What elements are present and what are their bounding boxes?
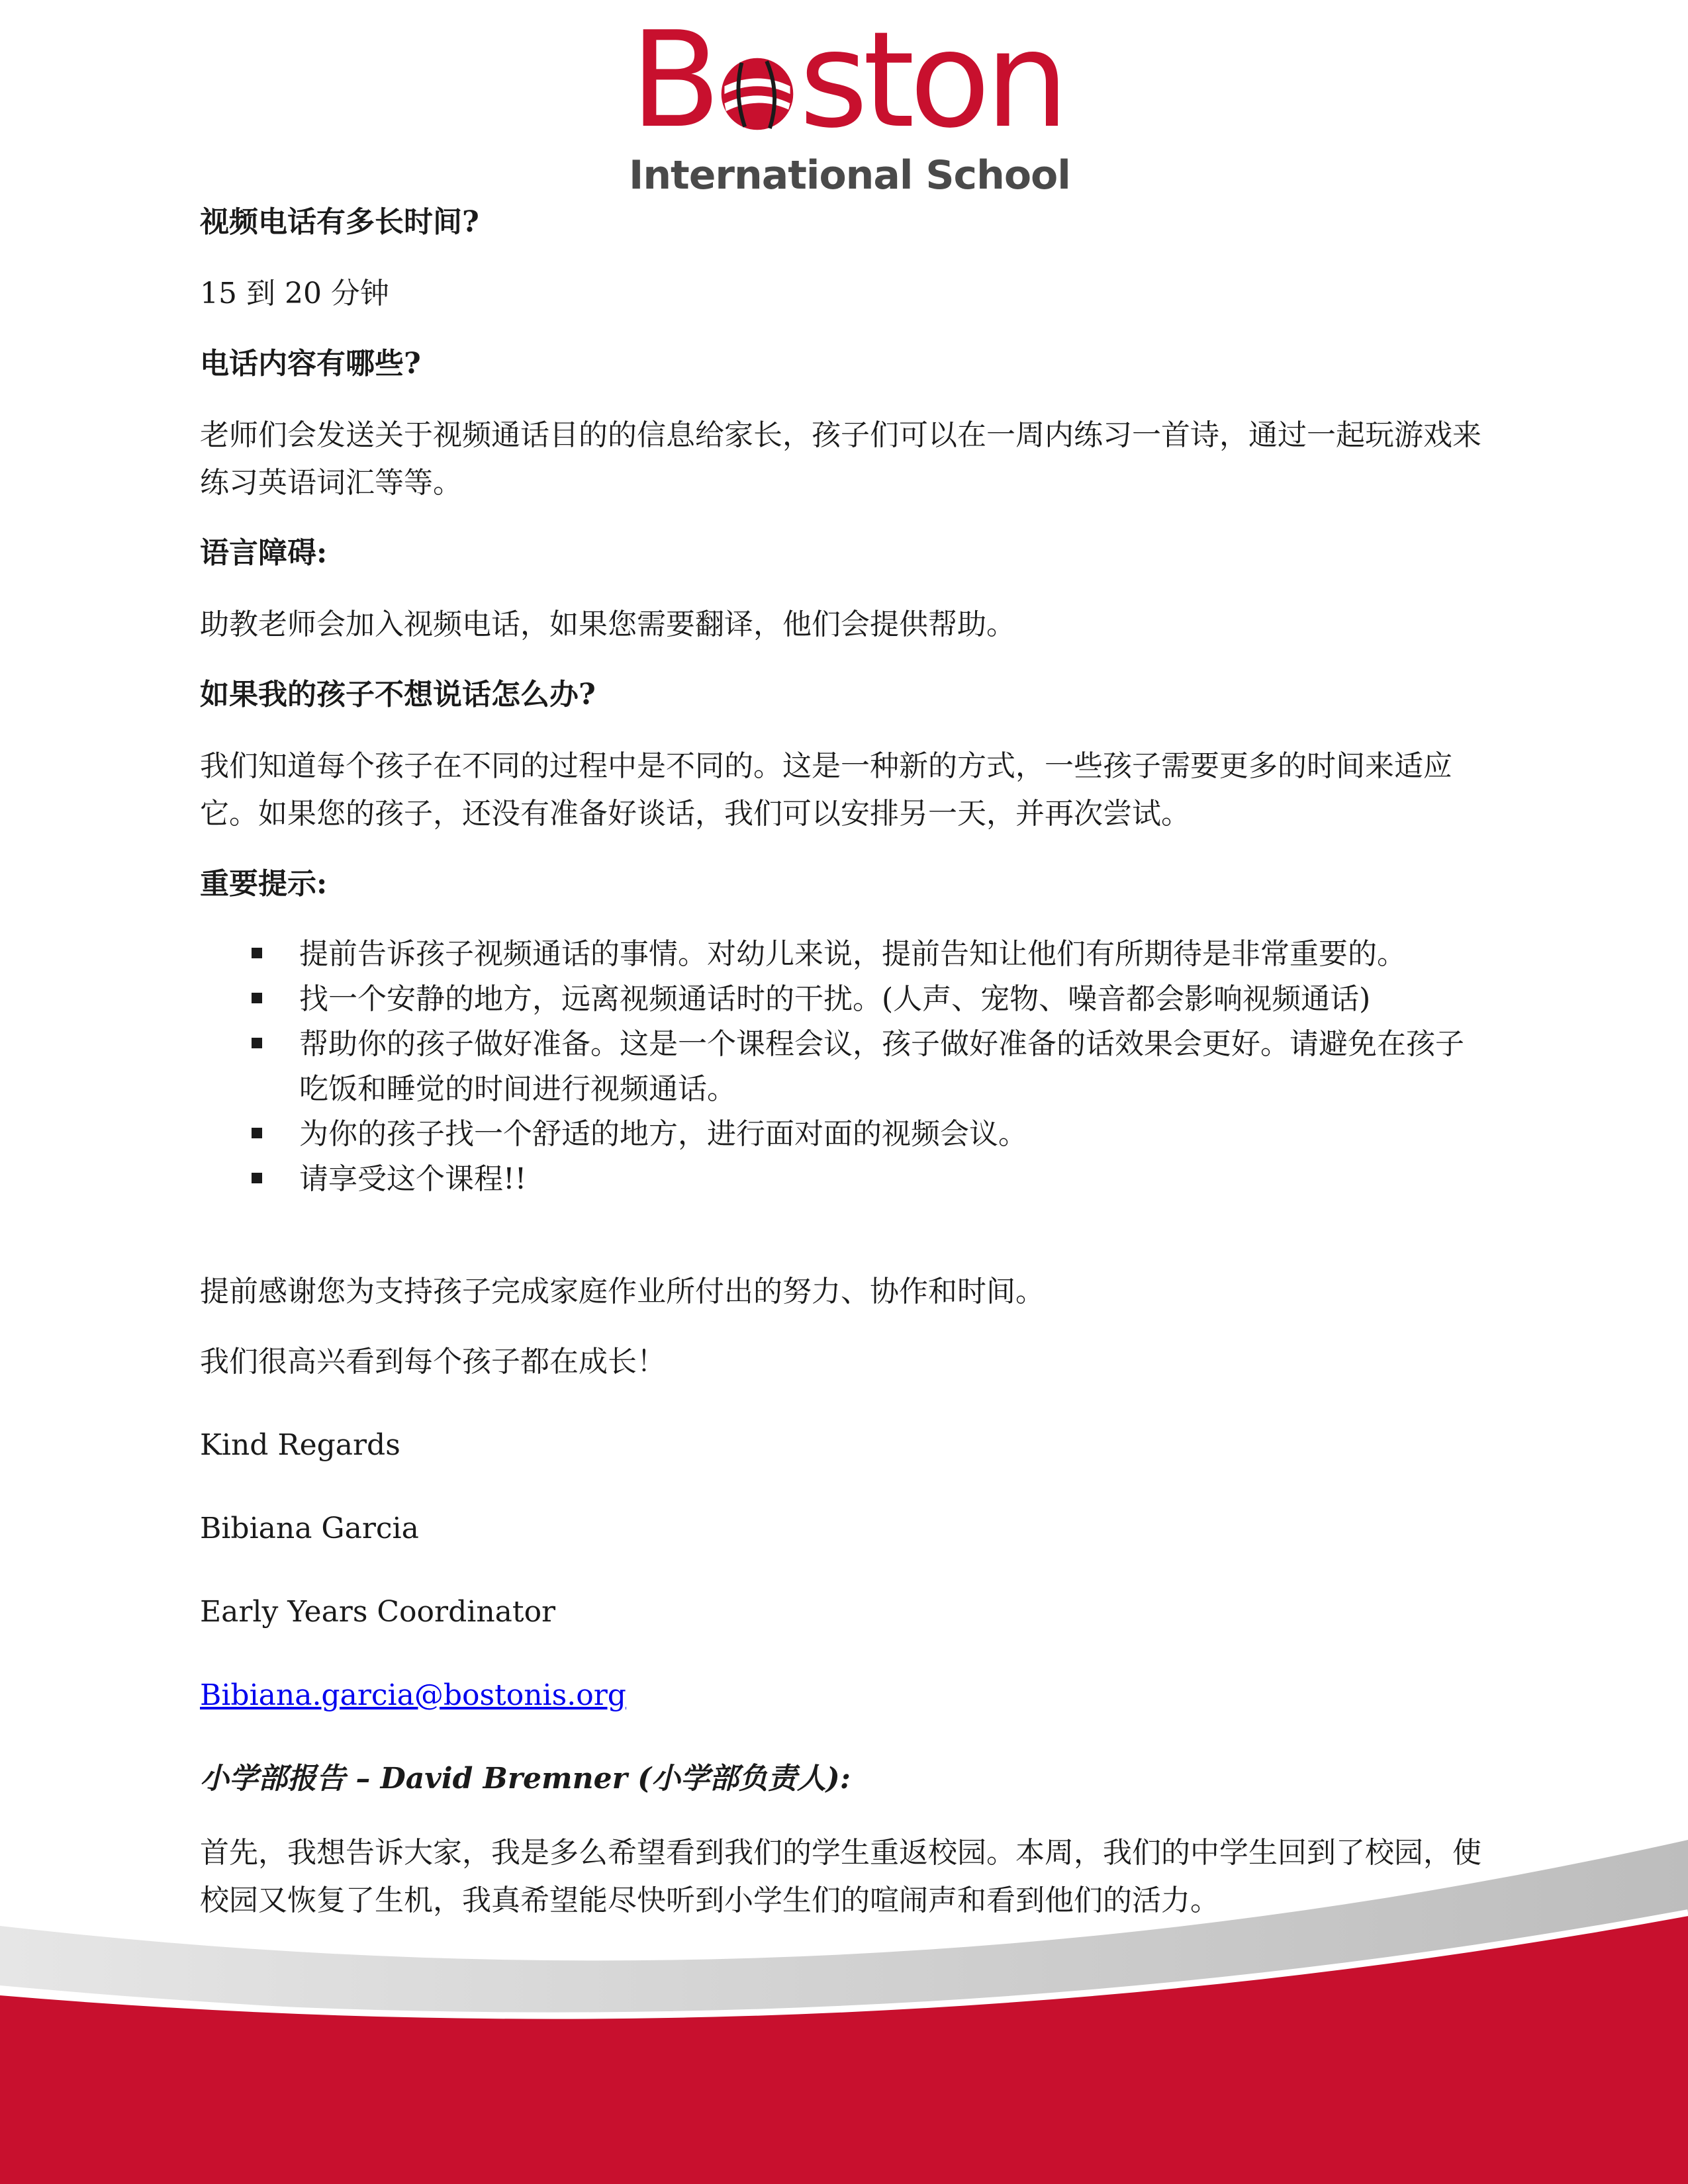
logo-tagline: International School <box>629 152 1070 199</box>
logo-letter-b: B <box>630 3 716 158</box>
bullet-icon <box>252 1038 262 1048</box>
faq-answer-language: 助教老师会加入视频电话，如果您需要翻译，他们会提供帮助。 <box>200 608 1015 641</box>
tip-text: 帮助你的孩子做好准备。这是一个课程会议，孩子做好准备的话效果会更好。请避免在孩子吃饭和睡觉的时间进行视频通话。 <box>299 1027 1464 1106</box>
school-logo <box>616 3 1079 199</box>
faq-answer-duration: 15 到 20 分钟 <box>200 277 389 310</box>
logo-letters-ston: ston <box>799 3 1064 158</box>
signature-regards: Kind Regards <box>200 1428 400 1462</box>
logo-ball-icon <box>718 55 796 133</box>
logo-wordmark <box>630 3 1064 158</box>
list-item <box>299 1157 1491 1202</box>
faq-question-language: 语言障碍: <box>200 536 328 570</box>
tips-list <box>200 932 1491 1202</box>
tips-heading: 重要提示: <box>200 867 328 901</box>
signature-name: Bibiana Garcia <box>200 1512 419 1545</box>
bullet-icon <box>252 1173 262 1183</box>
faq-question-reluctant: 如果我的孩子不想说话怎么办? <box>200 678 596 711</box>
signature-block <box>200 1422 1491 1719</box>
report-body: 首先，我想告诉大家，我是多么希望看到我们的学生重返校园。本周，我们的中学生回到了校园，使校园又恢复了生机，我真希望能尽快听到小学生们的喧闹声和看到他们的活力。 <box>200 1836 1481 1917</box>
signature-role: Early Years Coordinator <box>200 1595 556 1629</box>
tip-text: 提前告诉孩子视频通话的事情。对幼儿来说，提前告知让他们有所期待是非常重要的。 <box>299 937 1406 971</box>
list-item <box>299 932 1491 977</box>
faq-question-content: 电话内容有哪些? <box>200 347 421 381</box>
bullet-icon <box>252 1128 262 1138</box>
signature-email-link[interactable]: Bibiana.garcia@bostonis.org <box>200 1678 626 1712</box>
bullet-icon <box>252 993 262 1003</box>
report-title: 小学部报告 – David Bremner (小学部负责人): <box>200 1762 851 1796</box>
faq-answer-content: 老师们会发送关于视频通话目的的信息给家长，孩子们可以在一周内练习一首诗，通过一起玩游戏来练习英语词汇等等。 <box>200 418 1481 500</box>
list-item <box>299 1112 1491 1157</box>
list-item <box>299 1022 1491 1112</box>
closing-thanks: 提前感谢您为支持孩子完成家庭作业所付出的努力、协作和时间。 <box>200 1275 1045 1308</box>
bullet-icon <box>252 948 262 958</box>
faq-answer-reluctant: 我们知道每个孩子在不同的过程中是不同的。这是一种新的方式，一些孩子需要更多的时间来适应它。如果您的孩子，还没有准备好谈话，我们可以安排另一天，并再次尝试。 <box>200 749 1452 831</box>
letter-body <box>200 199 1491 1947</box>
tip-text: 请享受这个课程!! <box>299 1162 527 1196</box>
list-item <box>299 977 1491 1022</box>
tip-text: 为你的孩子找一个舒适的地方，进行面对面的视频会议。 <box>299 1117 1027 1151</box>
tip-text: 找一个安静的地方，远离视频通话时的干扰。(人声、宠物、噪音都会影响视频通话) <box>299 982 1371 1016</box>
faq-question-duration: 视频电话有多长时间? <box>200 205 479 239</box>
closing-growth: 我们很高兴看到每个孩子都在成长！ <box>200 1345 666 1379</box>
